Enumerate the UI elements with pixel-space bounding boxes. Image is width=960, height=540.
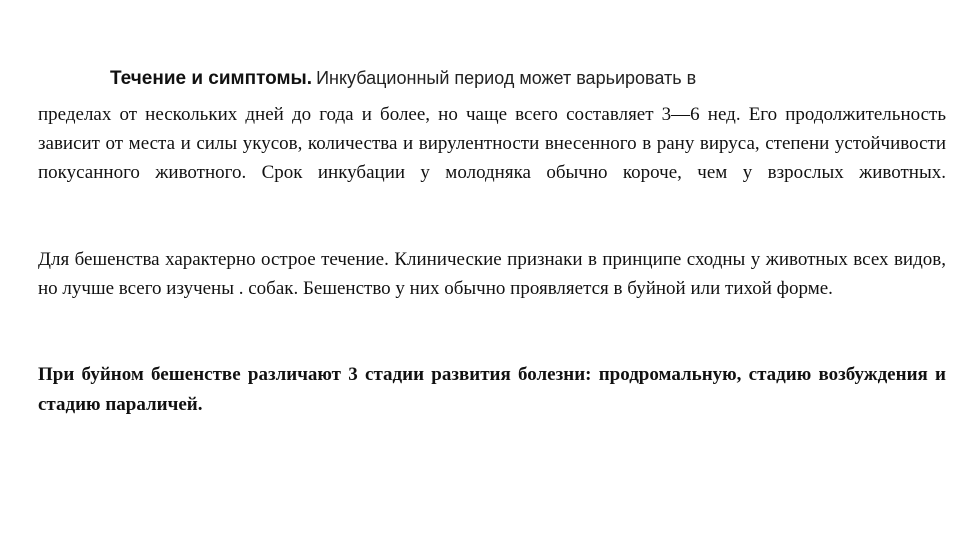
intro-paragraph-continuation: пределах от нескольких дней до года и более, но чаще всего составляет 3—6 нед. Его продолжительность зависит от места и силы укусов, количества и вирулентности внесенного в рану вируса, степени устойчивости покусанного животного. Срок инкубации у молодняка обычно короче, чем у взрослых животных. (38, 104, 946, 183)
section-heading: Течение и симптомы. (110, 68, 313, 89)
intro-first-line-text: Инкубационный период может варьировать в (316, 68, 697, 88)
intro-first-line (110, 68, 946, 90)
paragraph-clinical-course: Для бешенства характерно острое течение. Клинические признаки в принципе сходны у животных всех видов, но лучше всего изучены . собак. Бешенство у них обычно проявляется в буйной или тихой форме. (38, 249, 946, 299)
paragraph-stages: При буйном бешенстве различают 3 стадии развития болезни: продромальную, стадию возбуждения и стадию параличей. (38, 364, 946, 415)
